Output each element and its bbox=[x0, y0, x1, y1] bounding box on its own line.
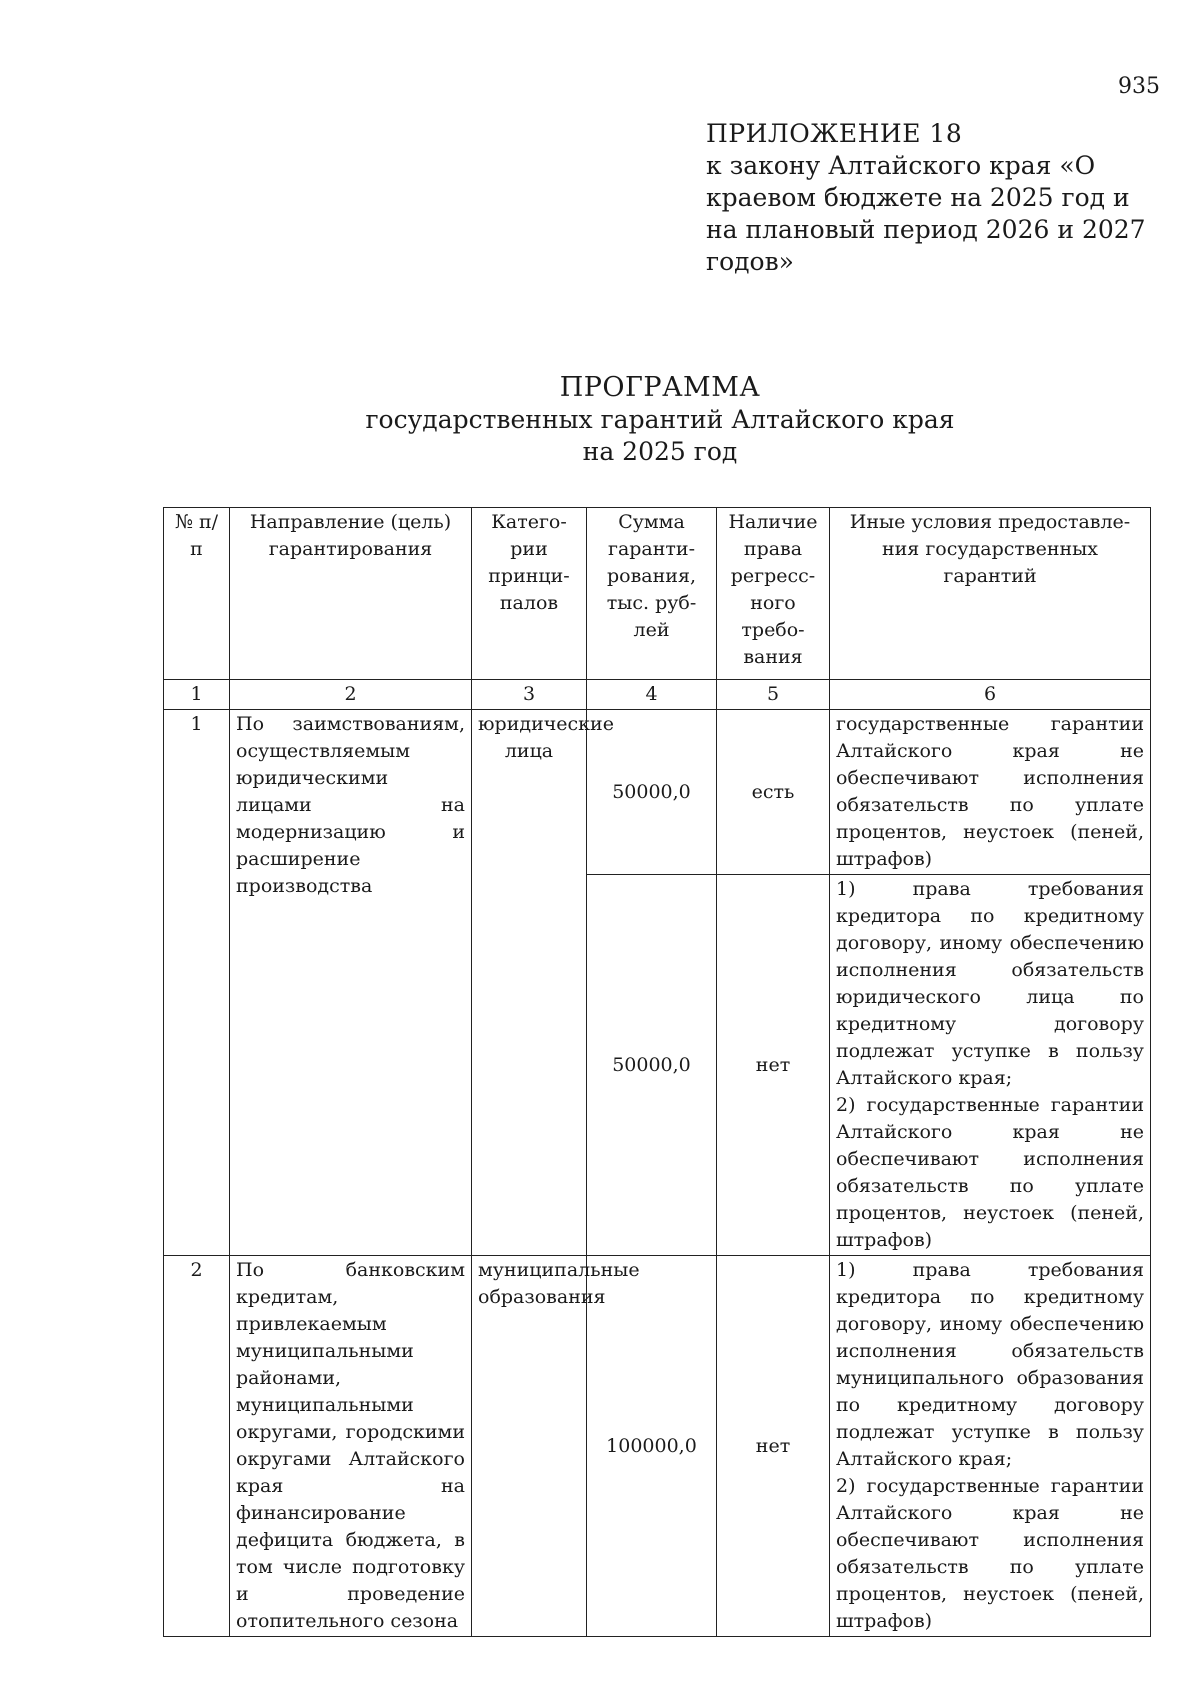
condition-item: 1) права требования кредитора по кредитному договору, иному обеспечению исполнения обязательств юридического лица по кредитному договору подлежат уступке в пользу Алтайского края; bbox=[836, 878, 1144, 1089]
document-title: ПРОГРАММА bbox=[559, 372, 761, 403]
column-number: 3 bbox=[472, 680, 587, 710]
row-regress: нет bbox=[717, 875, 830, 1256]
column-number: 6 bbox=[830, 680, 1151, 710]
row-sum: 50000,0 bbox=[587, 710, 717, 875]
table-row bbox=[164, 1256, 1151, 1637]
row-number: 1 bbox=[164, 710, 230, 1256]
table-row bbox=[164, 710, 1151, 875]
column-number: 4 bbox=[587, 680, 717, 710]
table-header-row bbox=[164, 508, 1151, 680]
header-regress: Наличие права регресс-ного требо-вания bbox=[717, 508, 830, 680]
row-conditions bbox=[830, 875, 1151, 1256]
appendix-title: ПРИЛОЖЕНИЕ 18 bbox=[706, 119, 963, 148]
column-number: 1 bbox=[164, 680, 230, 710]
appendix-subtitle: к закону Алтайского края «О краевом бюджете на 2025 год и на плановый период 2026 и 2027 годов» bbox=[706, 151, 1146, 276]
document-title-block bbox=[0, 372, 1200, 468]
column-number: 2 bbox=[230, 680, 472, 710]
condition-item: 1) права требования кредитора по кредитному договору, иному обеспечению исполнения обязательств муниципального образования по кредитному договору подлежат уступке в пользу Алтайского края; bbox=[836, 1259, 1144, 1470]
header-conditions: Иные условия предоставле-ния государственных гарантий bbox=[830, 508, 1151, 680]
row-sum: 50000,0 bbox=[587, 875, 717, 1256]
row-sum: 100000,0 bbox=[587, 1256, 717, 1637]
page-number: 935 bbox=[1118, 74, 1160, 99]
header-category: Катего-рии принци-палов bbox=[472, 508, 587, 680]
row-regress: есть bbox=[717, 710, 830, 875]
header-direction: Направление (цель) гарантирования bbox=[230, 508, 472, 680]
row-regress: нет bbox=[717, 1256, 830, 1637]
row-category: юридические лица bbox=[472, 710, 587, 1256]
condition-item: 2) государственные гарантии Алтайского края не обеспечивают исполнения обязательств по уплате процентов, неустоек (пеней, штрафов) bbox=[836, 1094, 1144, 1251]
header-sum: Сумма гаранти-рования, тыс. руб-лей bbox=[587, 508, 717, 680]
row-conditions bbox=[830, 1256, 1151, 1637]
column-number: 5 bbox=[717, 680, 830, 710]
appendix-header bbox=[706, 118, 1146, 278]
row-direction: По банковским кредитам, привлекаемым муниципальными районами, муниципальными округами, городскими округами Алтайского края на финансирование дефицита бюджета, в том числе подготовку и проведение отопительного сезона bbox=[230, 1256, 472, 1637]
header-number: № п/п bbox=[164, 508, 230, 680]
document-subtitle-line1: государственных гарантий Алтайского края bbox=[365, 405, 955, 434]
condition-item: 2) государственные гарантии Алтайского края не обеспечивают исполнения обязательств по уплате процентов, неустоек (пеней, штрафов) bbox=[836, 1475, 1144, 1632]
guarantees-table bbox=[163, 507, 1151, 1637]
row-category: муниципальные образования bbox=[472, 1256, 587, 1637]
row-direction: По заимствованиям, осуществляемым юридическими лицами на модернизацию и расширение производства bbox=[230, 710, 472, 1256]
row-conditions: государственные гарантии Алтайского края не обеспечивают исполнения обязательств по уплате процентов, неустоек (пеней, штрафов) bbox=[830, 710, 1151, 875]
row-number: 2 bbox=[164, 1256, 230, 1637]
document-subtitle-line2: на 2025 год bbox=[582, 437, 738, 466]
column-number-row bbox=[164, 680, 1151, 710]
